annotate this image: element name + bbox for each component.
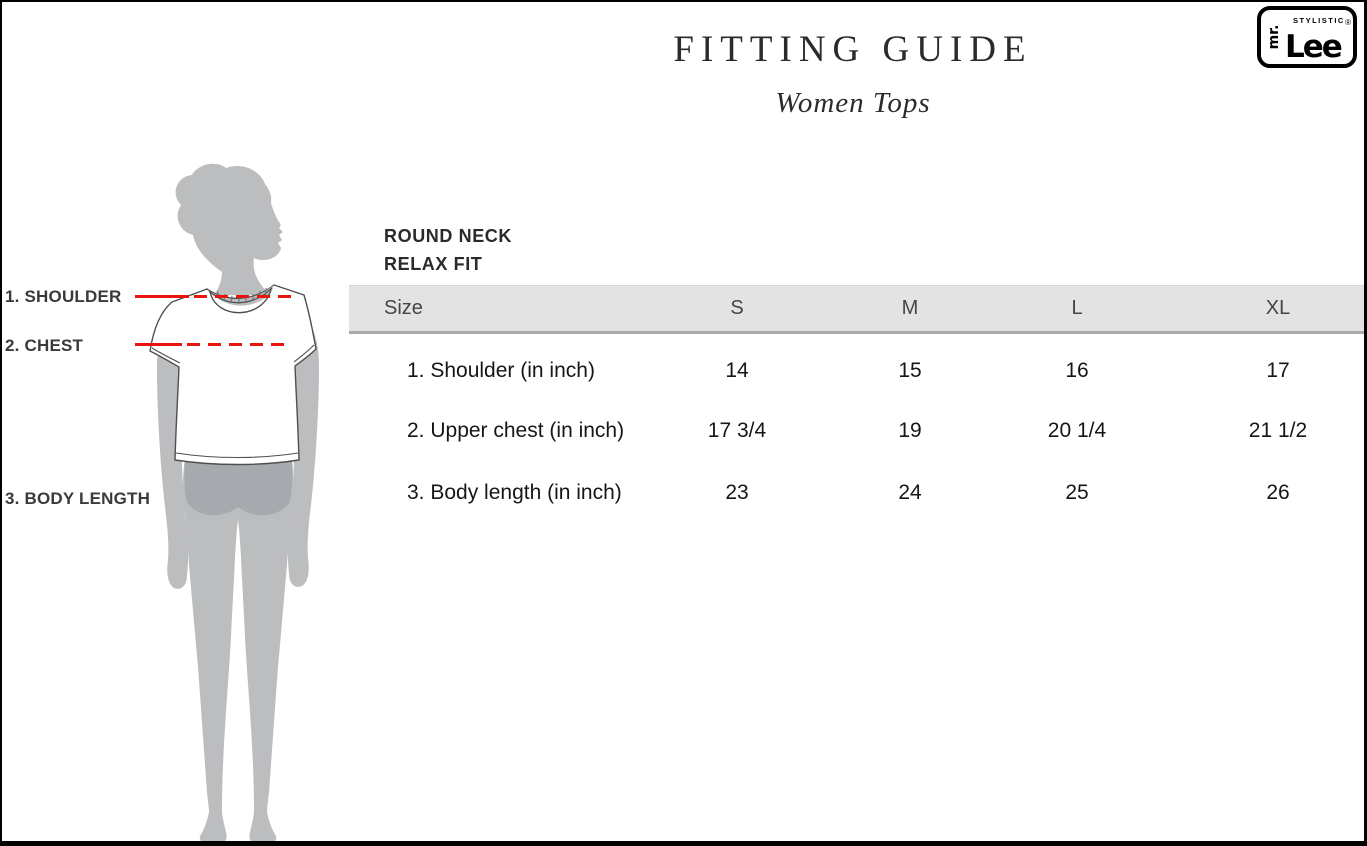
table-cell: 24 — [898, 481, 922, 504]
table-cell: 17 — [1266, 359, 1290, 382]
row-label: 3. Body length (in inch) — [407, 481, 622, 504]
table-cell: 20 1/4 — [1047, 419, 1107, 442]
shoulder-measure-line — [135, 295, 189, 298]
row-label: 2. Upper chest (in inch) — [407, 419, 625, 442]
table-cell: 26 — [1266, 481, 1290, 504]
table-row-body-length — [349, 470, 1364, 516]
table-cell: 21 1/2 — [1248, 419, 1308, 442]
table-cell: 23 — [725, 481, 749, 504]
brand-logo — [1257, 6, 1357, 68]
column-header-m: M — [901, 297, 919, 319]
table-cell: 19 — [898, 419, 922, 442]
measure-label-chest: 2. CHEST — [5, 336, 84, 355]
column-header-size: Size — [384, 297, 423, 319]
measure-label-body-length: 3. BODY LENGTH — [5, 489, 151, 508]
row-label: 1. Shoulder (in inch) — [407, 359, 595, 382]
table-cell: 25 — [1065, 481, 1089, 504]
page-title: FITTING GUIDE — [673, 29, 1033, 70]
logo-tagline: STYLISTIC — [1293, 16, 1345, 25]
table-cell: 16 — [1065, 359, 1089, 382]
table-cell: 15 — [898, 359, 922, 382]
column-header-l: L — [1071, 297, 1083, 319]
chest-measure-line — [135, 343, 182, 346]
shoulder-measure-line-dashed — [194, 295, 295, 298]
table-cell: 17 3/4 — [707, 419, 767, 442]
header — [342, 2, 1364, 120]
table-row-shoulder — [349, 348, 1364, 394]
table-row-upper-chest — [349, 408, 1364, 454]
registered-mark-icon: ® — [1345, 18, 1351, 27]
page-subtitle: Women Tops — [775, 87, 931, 119]
logo-mr-text: mr. — [1266, 24, 1282, 50]
measure-label-shoulder: 1. SHOULDER — [5, 287, 122, 306]
column-header-xl: XL — [1265, 297, 1291, 319]
table-cell: 14 — [725, 359, 749, 382]
figure-shorts — [184, 459, 292, 515]
column-header-s: S — [730, 297, 744, 319]
figure-illustration — [132, 162, 332, 846]
chart-product-name: ROUND NECK — [384, 226, 513, 246]
chart-fit-name: RELAX FIT — [384, 254, 483, 274]
figure-head — [176, 164, 283, 295]
figure-legs — [183, 458, 294, 844]
size-table-header — [349, 285, 1364, 334]
logo-brand-name: Lee — [1285, 29, 1341, 65]
chest-measure-line-dashed — [187, 343, 289, 346]
